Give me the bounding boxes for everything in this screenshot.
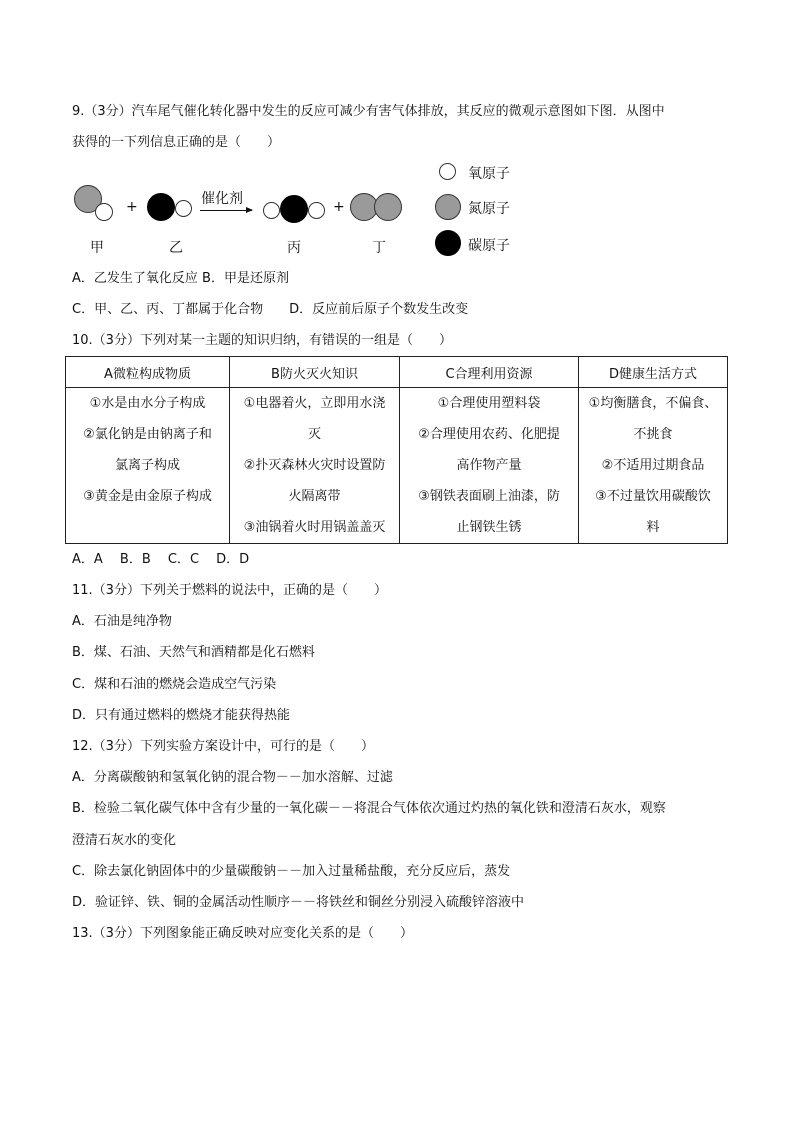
q9-options-ab: A．乙发生了氧化反应 B．甲是还原剂 xyxy=(72,271,289,286)
q9-stem-line1: 9.（3分）汽车尾气催化转化器中发生的反应可减少有害气体排放，其反应的微观示意图如下图．从图中 xyxy=(72,104,665,119)
cell-d-line: ②不适用过期食品 xyxy=(601,458,705,473)
cell-b-line: 灭 xyxy=(307,427,321,442)
q11-option-c: C．煤和石油的燃烧会造成空气污染 xyxy=(72,677,277,692)
cell-d-line: ①均衡膳食，不偏食、 xyxy=(588,396,718,411)
q10-stem: 10.（3分）下列对某一主题的知识归纳，有错误的一组是（ ） xyxy=(72,333,452,348)
cell-c-line: ③钢铁表面刷上油漆，防 xyxy=(418,489,560,504)
label-jia: 甲 xyxy=(90,240,104,256)
reaction-arrow xyxy=(200,210,252,211)
cell-c-line: 高作物产量 xyxy=(456,458,522,473)
q10-options: A．A B．B C．C D．D xyxy=(72,552,250,567)
legend-carbon-atom xyxy=(435,230,461,256)
header-a: A微粒构成物质 xyxy=(66,357,230,388)
q11-option-a: A．石油是纯净物 xyxy=(72,614,172,629)
q12-option-b-line1: B．检验二氧化碳气体中含有少量的一氧化碳－－将混合气体依次通过灼热的氧化铁和澄清石灰水，观察 xyxy=(72,801,666,816)
label-bing: 丙 xyxy=(287,240,301,256)
molecule-yi-oxygen-atom xyxy=(175,200,192,217)
legend-oxygen-atom xyxy=(439,163,456,180)
molecule-bing-carbon-atom xyxy=(280,195,308,223)
legend-carbon-label: 碳原子 xyxy=(468,238,510,254)
q9-stem-line2: 获得的一下列信息正确的是（ ） xyxy=(72,135,281,150)
cell-a-line: 氯离子构成 xyxy=(114,458,180,473)
molecule-bing-oxygen-atom-left xyxy=(263,202,280,219)
cell-c-line: 止钢铁生锈 xyxy=(456,520,522,535)
q9-options-cd: C．甲、乙、丙、丁都属于化合物 D．反应前后原子个数发生改变 xyxy=(72,302,469,317)
q12-stem: 12.（3分）下列实验方案设计中，可行的是（ ） xyxy=(72,739,374,754)
q12-option-b-line2: 澄清石灰水的变化 xyxy=(72,833,177,848)
legend-nitrogen-atom xyxy=(435,194,461,220)
catalyst-label: 催化剂 xyxy=(201,191,243,207)
plus-sign-1: + xyxy=(126,199,138,215)
cell-b-line: ①电器着火，立即用水浇 xyxy=(243,396,386,411)
cell-a-line xyxy=(66,512,229,543)
cell-c-line: ②合理使用农药、化肥提 xyxy=(418,427,560,442)
molecule-ding-nitrogen-atom-right xyxy=(374,193,402,221)
knowledge-table xyxy=(65,356,728,544)
cell-a-line: ③黄金是由金原子构成 xyxy=(83,489,212,504)
q12-option-d: D．验证锌、铁、铜的金属活动性顺序－－将铁丝和铜丝分别浸入硫酸锌溶液中 xyxy=(72,895,525,910)
molecule-yi-carbon-atom xyxy=(147,193,175,221)
cell-b xyxy=(230,388,400,544)
cell-b-line: ②扑灭森林火灾时设置防 xyxy=(243,458,386,473)
cell-d-line: ③不过量饮用碳酸饮 xyxy=(595,489,711,504)
q12-option-a: A．分离碳酸钠和氢氧化钠的混合物－－加水溶解、过滤 xyxy=(72,770,393,785)
plus-sign-2: + xyxy=(333,199,345,215)
cell-b-line: ③油锅着火时用锅盖盖灭 xyxy=(243,520,386,535)
cell-a-line: ①水是由水分子构成 xyxy=(89,396,206,411)
cell-a-line: ②氯化钠是由钠离子和 xyxy=(83,427,212,442)
cell-c xyxy=(400,388,579,544)
cell-d xyxy=(579,388,728,544)
legend-nitrogen-label: 氮原子 xyxy=(468,201,510,217)
header-c: C合理利用资源 xyxy=(400,357,579,388)
q11-option-d: D．只有通过燃料的燃烧才能获得热能 xyxy=(72,708,291,723)
cell-d-line: 料 xyxy=(646,520,660,535)
cell-d-line: 不挑食 xyxy=(633,427,673,442)
q11-option-b: B．煤、石油、天然气和酒精都是化石燃料 xyxy=(72,645,315,660)
cell-b-line: 火隔离带 xyxy=(288,489,341,504)
legend-oxygen-label: 氧原子 xyxy=(468,166,510,182)
header-b: B防火灭火知识 xyxy=(230,357,400,388)
label-ding: 丁 xyxy=(372,240,386,256)
molecule-bing-oxygen-atom-right xyxy=(308,202,325,219)
q12-option-c: C．除去氯化钠固体中的少量碳酸钠－－加入过量稀盐酸，充分反应后，蒸发 xyxy=(72,864,511,879)
header-d: D健康生活方式 xyxy=(579,357,728,388)
cell-c-line: ①合理使用塑料袋 xyxy=(437,396,541,411)
molecule-jia-oxygen-atom xyxy=(95,203,113,221)
cell-a xyxy=(66,388,230,544)
q11-stem: 11.（3分）下列关于燃料的说法中，正确的是（ ） xyxy=(72,583,387,598)
label-yi: 乙 xyxy=(169,240,183,256)
q13-stem: 13.（3分）下列图象能正确反映对应变化关系的是（ ） xyxy=(72,926,413,941)
